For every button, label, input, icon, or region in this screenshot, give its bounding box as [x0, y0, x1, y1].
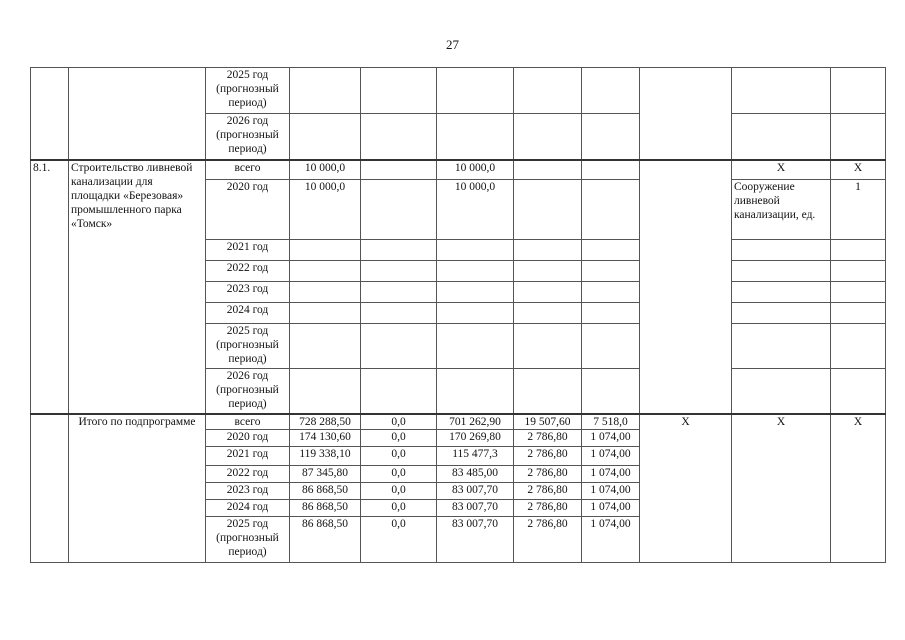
indicator-value-cell	[831, 261, 886, 282]
federal-cell	[361, 180, 437, 240]
regional-cell	[437, 261, 514, 282]
total-cell	[290, 114, 361, 160]
indicator-name-cell	[732, 114, 831, 160]
indicator-name: Сооружение ливневой канализации, ед.	[732, 180, 831, 240]
federal-cell: 0,0	[361, 430, 437, 447]
local-cell	[514, 369, 582, 414]
regional-cell	[437, 114, 514, 160]
year-cell: 2021 год	[206, 240, 290, 261]
year-cell: всего	[206, 414, 290, 430]
indicator-name-cell	[732, 282, 831, 303]
local-cell	[514, 303, 582, 324]
total-cell	[290, 240, 361, 261]
item-code: 8.1.	[31, 160, 69, 414]
x-mark: X	[831, 160, 886, 180]
other-cell: 1 074,00	[582, 517, 640, 563]
page-number: 27	[446, 37, 459, 52]
year-cell: 2024 год	[206, 500, 290, 517]
other-cell	[582, 369, 640, 414]
other-cell: 1 074,00	[582, 483, 640, 500]
total-cell	[290, 324, 361, 369]
total-cell	[290, 68, 361, 114]
local-cell	[514, 68, 582, 114]
year-cell: 2021 год	[206, 447, 290, 466]
x-mark: X	[640, 414, 732, 563]
federal-cell: 0,0	[361, 414, 437, 430]
other-cell	[582, 282, 640, 303]
indicator-name-cell	[732, 68, 831, 114]
x-mark: X	[732, 160, 831, 180]
federal-cell	[361, 324, 437, 369]
other-cell	[582, 68, 640, 114]
other-cell: 1 074,00	[582, 500, 640, 517]
budget-table	[30, 67, 886, 563]
regional-cell: 701 262,90	[437, 414, 514, 430]
other-cell: 1 074,00	[582, 430, 640, 447]
federal-cell	[361, 261, 437, 282]
other-cell: 1 074,00	[582, 466, 640, 483]
local-cell: 2 786,80	[514, 430, 582, 447]
regional-cell: 83 485,00	[437, 466, 514, 483]
federal-cell	[361, 160, 437, 180]
regional-cell: 10 000,0	[437, 180, 514, 240]
year-cell: 2026 год (прогнозный период)	[206, 369, 290, 414]
year-cell: 2022 год	[206, 261, 290, 282]
federal-cell	[361, 282, 437, 303]
local-cell	[514, 180, 582, 240]
regional-cell	[437, 68, 514, 114]
indicator-name-cell	[732, 261, 831, 282]
year-cell: 2023 год	[206, 282, 290, 303]
total-cell: 10 000,0	[290, 160, 361, 180]
other-cell	[582, 114, 640, 160]
indicator-value-cell	[831, 282, 886, 303]
local-cell: 2 786,80	[514, 466, 582, 483]
year-cell: всего	[206, 160, 290, 180]
regional-cell: 115 477,3	[437, 447, 514, 466]
item-name: Строительство ливневой канализации для площадки «Березовая» промышленного парка «Томск»	[69, 160, 206, 414]
federal-cell	[361, 303, 437, 324]
federal-cell: 0,0	[361, 447, 437, 466]
total-cell	[290, 261, 361, 282]
regional-cell	[437, 282, 514, 303]
regional-cell	[437, 324, 514, 369]
other-cell	[582, 324, 640, 369]
regional-cell: 83 007,70	[437, 483, 514, 500]
code-cell	[31, 414, 69, 563]
total-cell: 87 345,80	[290, 466, 361, 483]
other-cell	[582, 303, 640, 324]
federal-cell	[361, 369, 437, 414]
other-cell: 1 074,00	[582, 447, 640, 466]
year-cell: 2025 год (прогнозный период)	[206, 68, 290, 114]
indicator-value-cell	[831, 303, 886, 324]
regional-cell: 83 007,70	[437, 517, 514, 563]
year-cell: 2024 год	[206, 303, 290, 324]
table-row	[31, 160, 886, 180]
local-cell	[514, 324, 582, 369]
federal-cell	[361, 240, 437, 261]
local-cell: 2 786,80	[514, 447, 582, 466]
other-cell	[582, 160, 640, 180]
indicator-value-cell	[831, 114, 886, 160]
total-cell: 86 868,50	[290, 483, 361, 500]
indicator-name-cell	[732, 240, 831, 261]
local-cell	[514, 160, 582, 180]
regional-cell	[437, 240, 514, 261]
year-cell: 2022 год	[206, 466, 290, 483]
local-cell	[514, 114, 582, 160]
year-cell: 2020 год	[206, 430, 290, 447]
x-mark: X	[732, 414, 831, 563]
name-cell	[69, 68, 206, 160]
regional-cell: 10 000,0	[437, 160, 514, 180]
total-cell	[290, 303, 361, 324]
indicator-value-cell	[831, 369, 886, 414]
indicator-name-cell	[732, 369, 831, 414]
total-cell	[290, 282, 361, 303]
federal-cell	[361, 114, 437, 160]
federal-cell: 0,0	[361, 517, 437, 563]
local-cell: 2 786,80	[514, 483, 582, 500]
indicator-name-cell	[732, 324, 831, 369]
indicator-value-cell	[831, 240, 886, 261]
other-cell	[582, 261, 640, 282]
total-cell: 10 000,0	[290, 180, 361, 240]
local-cell: 19 507,60	[514, 414, 582, 430]
federal-cell	[361, 68, 437, 114]
total-cell: 86 868,50	[290, 517, 361, 563]
total-cell: 119 338,10	[290, 447, 361, 466]
local-cell	[514, 240, 582, 261]
regional-cell	[437, 303, 514, 324]
federal-cell: 0,0	[361, 466, 437, 483]
table-row	[31, 68, 886, 114]
other-cell	[582, 180, 640, 240]
local-cell	[514, 261, 582, 282]
local-cell: 2 786,80	[514, 517, 582, 563]
other-cell	[582, 240, 640, 261]
local-cell: 2 786,80	[514, 500, 582, 517]
indicator-name-cell	[732, 303, 831, 324]
total-cell: 86 868,50	[290, 500, 361, 517]
indicator-value-cell	[831, 324, 886, 369]
year-cell: 2023 год	[206, 483, 290, 500]
regional-cell: 83 007,70	[437, 500, 514, 517]
federal-cell: 0,0	[361, 483, 437, 500]
x-mark: X	[831, 414, 886, 563]
table-row	[31, 414, 886, 430]
federal-cell: 0,0	[361, 500, 437, 517]
executor-cell	[640, 160, 732, 414]
year-cell: 2025 год (прогнозный период)	[206, 324, 290, 369]
code-cell	[31, 68, 69, 160]
year-cell: 2026 год (прогнозный период)	[206, 114, 290, 160]
total-cell: 174 130,60	[290, 430, 361, 447]
regional-cell: 170 269,80	[437, 430, 514, 447]
total-cell: 728 288,50	[290, 414, 361, 430]
other-cell: 7 518,0	[582, 414, 640, 430]
indicator-value: 1	[831, 180, 886, 240]
year-cell: 2020 год	[206, 180, 290, 240]
regional-cell	[437, 369, 514, 414]
subprogram-total-label: Итого по подпрограмме	[69, 414, 206, 563]
total-cell	[290, 369, 361, 414]
local-cell	[514, 282, 582, 303]
indicator-value-cell	[831, 68, 886, 114]
executor-cell	[640, 68, 732, 160]
year-cell: 2025 год (прогнозный период)	[206, 517, 290, 563]
